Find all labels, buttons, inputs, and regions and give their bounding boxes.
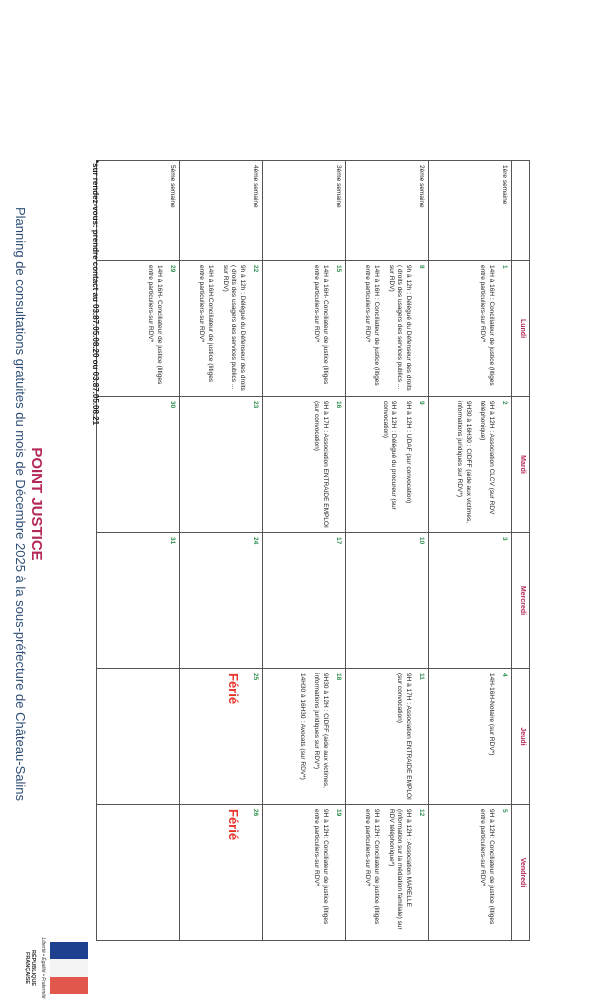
week-label: 5ème semaine [97, 161, 180, 261]
day-number: 2 [501, 401, 508, 405]
week-label: 4ème semaine [180, 161, 263, 261]
day-cell [429, 805, 512, 941]
day-cell [97, 397, 180, 533]
day-cell [180, 261, 263, 397]
day-number: 12 [418, 809, 425, 817]
day-number: 22 [252, 265, 259, 273]
contact-footer: *sur rendez-vous: prendre contact au 03.87.05.08.20 ou 03.87.05.08.21 [91, 160, 100, 426]
day-number: 1 [501, 265, 508, 269]
consultation-entry: 9H à 12H: Conciliateur de justice (litiges entre particuliers-sur RDV* [364, 809, 380, 925]
day-number: 8 [418, 265, 425, 269]
day-cell [263, 261, 346, 397]
consultation-entry: 14H à 16H- Conciliateur de justice (litiges entre particuliers-sur RDV* [313, 265, 330, 385]
day-cell [429, 261, 512, 397]
day-cell [429, 397, 512, 533]
day-cell [263, 805, 346, 941]
day-number: 17 [335, 537, 342, 545]
day-header: Mardi [512, 397, 530, 533]
consultation-entry: 9H à 12H : Délégué du procureur (sur convocation) [381, 401, 398, 510]
week-row [429, 161, 512, 941]
day-number: 23 [252, 401, 259, 409]
week-row [346, 161, 429, 941]
day-cell [180, 533, 263, 669]
day-cell [263, 533, 346, 669]
logo-republic: RÉPUBLIQUE FRANÇAISE [24, 949, 36, 987]
consultation-entry: 9h à 12h : Délégué du Défenseur des droits ( droits des usagers des services publics ... sur RDV) [387, 265, 413, 391]
logo-motto: Liberté • Égalité • Fraternité [40, 937, 46, 999]
consultation-entry: 14H30 à 16H30 : Avocats (sur RDV*) [298, 673, 306, 780]
day-number: 5 [501, 809, 508, 813]
day-number: 9 [418, 401, 425, 405]
day-cell [97, 805, 180, 941]
day-number: 10 [418, 537, 425, 545]
day-cell [97, 261, 180, 397]
day-header: Vendredi [512, 805, 530, 941]
consultation-entry: 9H à 12H : Association CLCV (sur RDV téléphonique) [479, 401, 496, 515]
header-blank [512, 161, 530, 261]
day-cell [180, 669, 263, 805]
day-number: 24 [252, 537, 259, 545]
day-number: 19 [335, 809, 342, 817]
page-subtitle: Planning de consultations gratuites du mois de Décembre 2025 à la sous-préfecture de Château-Salins [13, 206, 28, 802]
day-header: Lundi [512, 261, 530, 397]
schedule-table [96, 160, 530, 941]
consultation-entry: 9H à 12H : Association MARELLE (information sur la médiation familiale) sur RDV téléphonique*) [387, 809, 413, 930]
week-label: 2ème semaine [346, 161, 429, 261]
week-row [97, 161, 180, 941]
consultation-entry: 14H à 16H : Conciliateur de justice (litiges entre particuliers-sur RDV* [479, 265, 496, 386]
day-number: 15 [335, 265, 342, 273]
day-cell [180, 397, 263, 533]
consultation-entry: 9H30 à 12H : CIDFF (aide aux victimes, informations juridiques sur RDV*) [313, 673, 330, 788]
consultation-entry: 14H à 16H : Conciliateur de justice (litiges entre particuliers-sur RDV* [364, 265, 380, 386]
day-number: 31 [169, 537, 176, 545]
consultation-entry: 14H à 16H:Conciliateur de justice (litiges entre particuliers-sur RDV* [198, 265, 214, 383]
day-number: 16 [335, 401, 342, 409]
holiday-label: Férié [226, 809, 242, 841]
day-cell [346, 533, 429, 669]
day-cell [180, 805, 263, 941]
week-label: 3ème semaine [263, 161, 346, 261]
day-header: Mercredi [512, 533, 530, 669]
day-number: 4 [501, 673, 508, 677]
day-header: Jeudi [512, 669, 530, 805]
consultation-entry: 9H à 17H : Association ENTRAIDE EMPLOI (sur convocation) [313, 401, 330, 528]
consultation-entry: 14H-16H-Notaire (sur RDV*) [488, 673, 496, 756]
consultation-entry: 9H à 17H : Association ENTRAIDE EMPLOI (sur convocation) [396, 673, 413, 800]
marianne-flag-icon [50, 942, 88, 994]
day-number: 29 [169, 265, 176, 273]
consultation-entry: 9H à 12H: Conciliateur de justice (litiges entre particuliers-sur RDV* [313, 809, 330, 925]
day-number: 26 [252, 809, 259, 817]
day-cell [346, 669, 429, 805]
holiday-label: Férié [226, 673, 242, 705]
day-cell [97, 669, 180, 805]
day-cell [429, 669, 512, 805]
day-cell [346, 261, 429, 397]
consultation-entry: 9h à 12h : Délégué du Défenseur des droits ( droits des usagers des services publics ... sur RDV) [221, 265, 247, 391]
day-number: 3 [501, 537, 508, 541]
day-cell [346, 805, 429, 941]
consultation-entry: 9H à 12H: Conciliateur de justice (litiges entre particuliers-sur RDV* [479, 809, 496, 925]
consultation-entry: 14H à 16H- Conciliateur de justice (litiges entre particuliers-sur RDV* [147, 265, 164, 385]
header-row [512, 161, 530, 941]
day-number: 11 [418, 673, 425, 680]
day-number: 25 [252, 673, 259, 681]
consultation-entry: 9H à 12H : UDAF (sur convocation) [405, 401, 413, 504]
week-row [180, 161, 263, 941]
consultation-entry: 9H30 à 16H30 : CIDFF (aide aux victimes, informations juridiques sur RDV*) [455, 401, 472, 524]
page-title: POINT JUSTICE [28, 447, 45, 561]
day-cell [429, 533, 512, 669]
day-number: 30 [169, 401, 176, 409]
day-number: 18 [335, 673, 342, 681]
week-row [263, 161, 346, 941]
week-label: 1ère semaine [429, 161, 512, 261]
day-cell [346, 397, 429, 533]
day-cell [263, 669, 346, 805]
day-cell [263, 397, 346, 533]
republique-francaise-logo [2, 936, 102, 1000]
day-cell [97, 533, 180, 669]
